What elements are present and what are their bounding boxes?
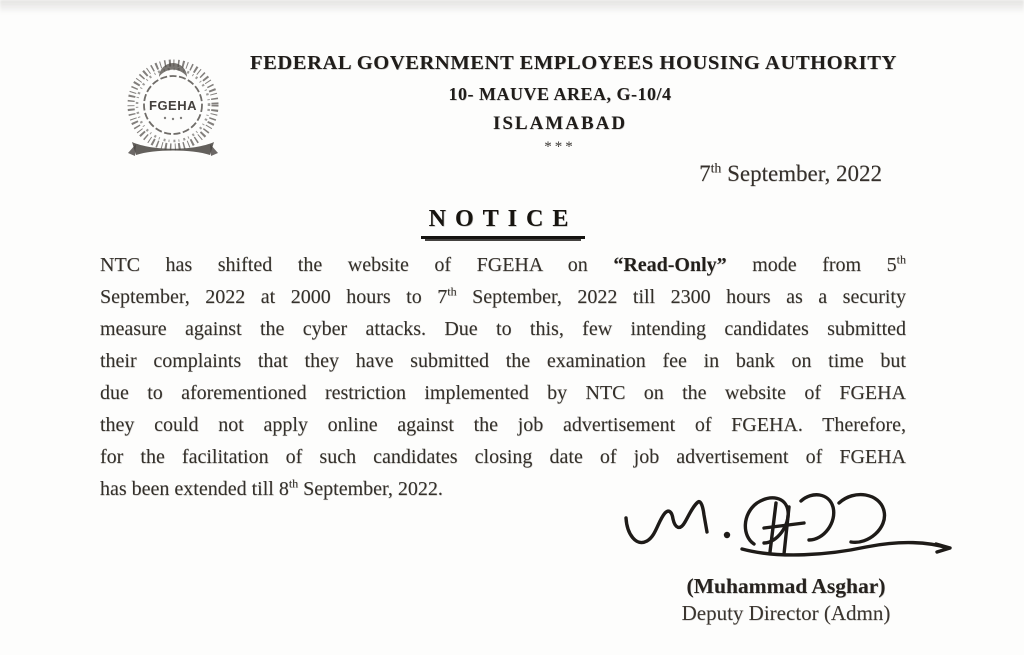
body-line: they could not apply online against the job advertisement of FGEHA. Therefore, (100, 414, 906, 436)
scan-artifact (0, 0, 1024, 14)
seal-text: FGEHA (149, 98, 197, 113)
fgeha-seal-icon (112, 58, 234, 162)
org-name: FEDERAL GOVERNMENT EMPLOYEES HOUSING AUTHORITY (250, 52, 897, 74)
org-city: ISLAMABAD (492, 113, 628, 134)
letterhead-separator: *** (544, 139, 576, 155)
body-line: due to aforementioned restriction implemented by NTC on the website of FGEHA (100, 382, 906, 404)
signatory-title: Deputy Director (Admn) (681, 601, 891, 625)
issue-date: 7th September, 2022 (699, 160, 882, 186)
signature-block (610, 490, 962, 626)
signature-scrawl (614, 490, 959, 576)
body-line: for the facilitation of such candidates closing date of job advertisement of FGEHA (100, 446, 906, 468)
org-address: 10- MAUVE AREA, G-10/4 (448, 84, 672, 104)
body-line: measure against the cyber attacks. Due to this, few intending candidates submitted (100, 318, 906, 340)
letterhead (250, 52, 897, 156)
notice-title-wrap (100, 206, 906, 239)
notice-title: NOTICE (421, 206, 586, 239)
signatory-name: (Muhammad Asghar) (686, 574, 886, 598)
body-line: has been extended till 8th September, 2022. (100, 476, 443, 500)
body-line: September, 2022 at 2000 hours to 7th September, 2022 till 2300 hours as a security (100, 284, 906, 308)
notice-body (100, 249, 906, 505)
body-line: NTC has shifted the website of FGEHA on “Read-Only” mode from 5th (100, 252, 907, 276)
body-line: their complaints that they have submitted the examination fee in bank on time but (100, 350, 906, 372)
